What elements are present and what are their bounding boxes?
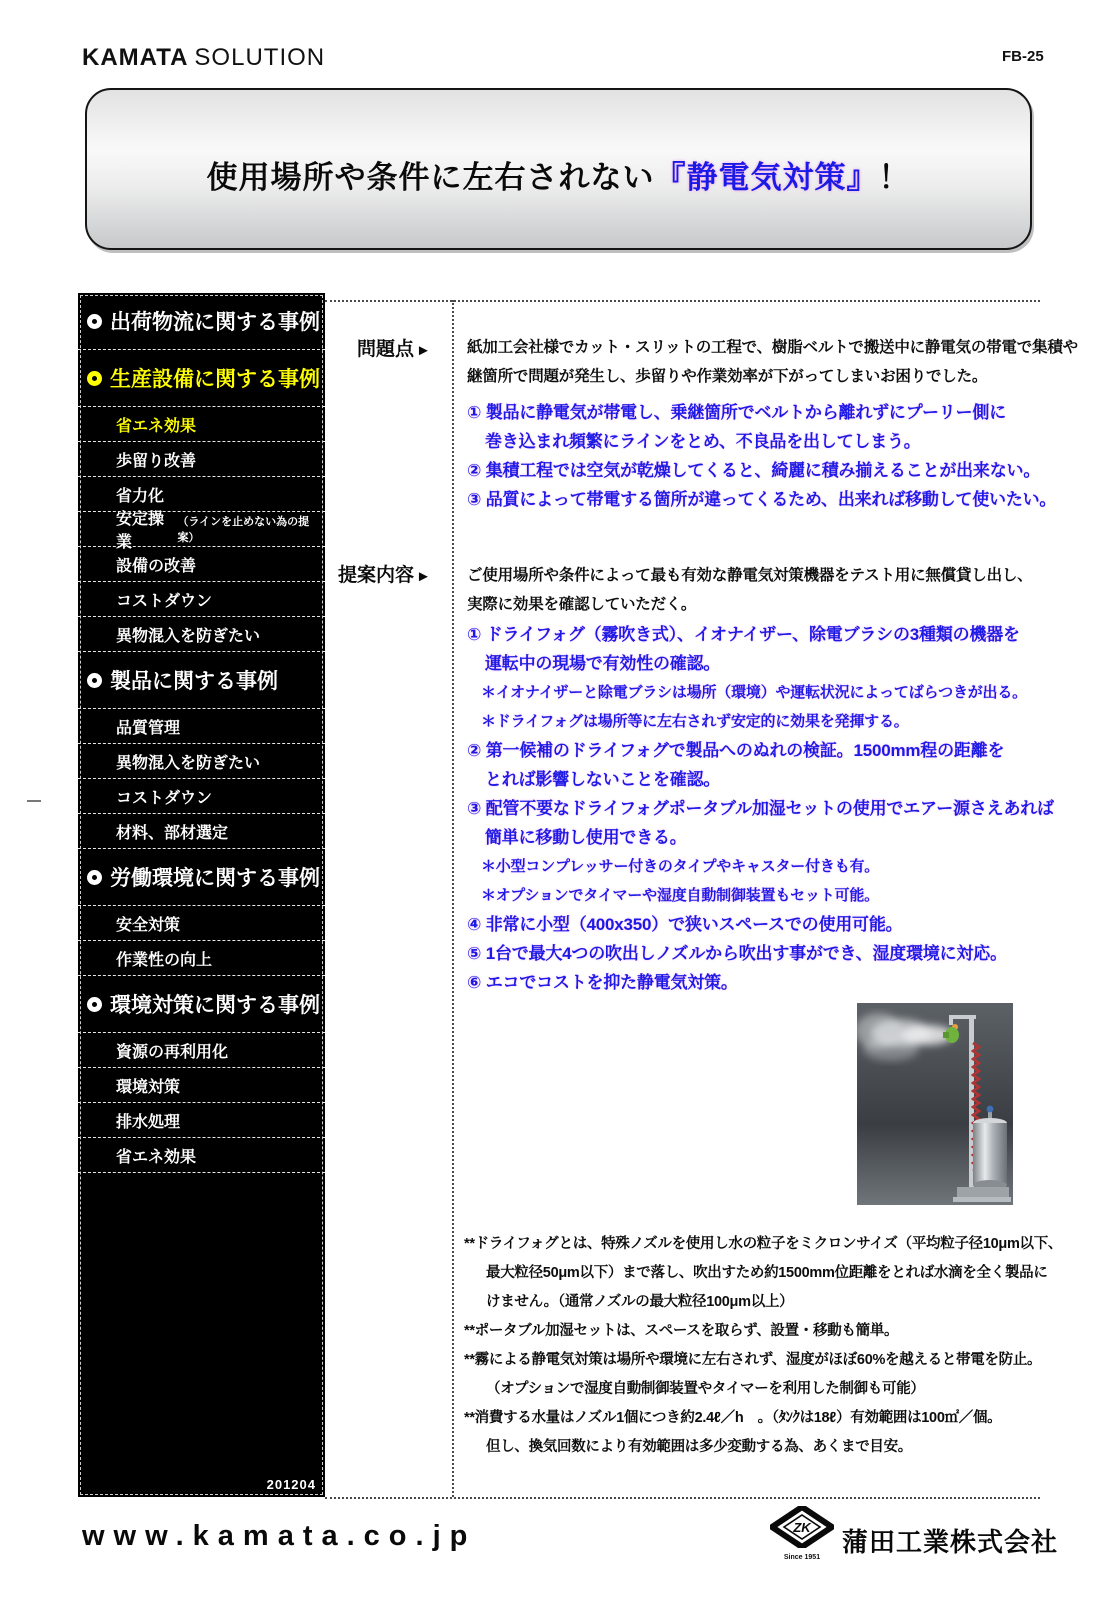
title-highlight: 『静電気対策』: [654, 160, 879, 195]
proposal-point: ③ 配管不要なドライフォグポータブル加湿セットの使用でエアー源さえあれば: [467, 799, 1054, 818]
sidebar-item-safety[interactable]: [78, 906, 325, 941]
footnote-line: **消費する水量はノズル1個につき約2.4ℓ／h 。（ﾀﾝｸは18ℓ）有効範囲は100㎡／個。: [464, 1410, 1002, 1426]
footnote-line: **ポータブル加湿セットは、スペースを取らず、設置・移動も簡単。: [464, 1323, 899, 1339]
product-photo: [857, 1003, 1013, 1205]
sidebar-nav: [78, 293, 325, 1497]
proposal-note: ＊小型コンプレッサー付きのタイプやキャスター付きも有。: [481, 858, 880, 875]
website-url[interactable]: www.kamata.co.jp: [82, 1520, 477, 1552]
circle-icon: [87, 673, 102, 688]
brand-rest: SOLUTION: [194, 44, 326, 71]
proposal-point: ⑤ 1台で最大4つの吹出しノズルから吹出す事ができ、湿度環境に対応。: [467, 944, 1007, 963]
logo-caption: Since 1951: [783, 1554, 821, 1561]
sidebar-item-label: 省エネ効果: [116, 1148, 197, 1166]
sidebar-item-label: 省エネ効果: [116, 417, 197, 435]
sidebar-item-yield-improvement[interactable]: [78, 442, 325, 477]
content-border-bottom: [325, 1497, 1040, 1499]
sidebar-item-note: （ラインを止めない為の提案）: [177, 516, 310, 544]
sidebar-item-cost-down-2[interactable]: [78, 779, 325, 814]
proposal-intro-line: 実際に効果を確認していただく。: [467, 596, 697, 613]
sidebar-item-label: 安定操業: [116, 511, 165, 551]
sidebar-item-label: 作業性の向上: [116, 951, 213, 969]
document-code: FB-25: [1002, 48, 1044, 65]
proposal-point: ⑥ エコでコストを抑た静電気対策。: [467, 973, 738, 992]
problem-label: [357, 334, 431, 361]
svg-text:ZK: ZK: [793, 1520, 811, 1535]
sidebar-section-label: 環境対策に関する事例: [110, 994, 320, 1017]
sidebar-item-label: 材料、部材選定: [116, 824, 229, 842]
proposal-points: [467, 620, 1054, 997]
sidebar-section-label: 労働環境に関する事例: [110, 867, 320, 890]
problem-point: ② 集積工程では空気が乾燥してくると、綺麗に積み揃えることが出来ない。: [467, 461, 1041, 480]
page-title: [87, 152, 1030, 197]
problem-intro-line: 紙加工会社様でカット・スリットの工程で、樹脂ベルトで搬送中に静電気の帯電で集積や: [467, 339, 1078, 356]
sidebar-item-resource-reuse[interactable]: [78, 1033, 325, 1068]
problem-intro-line: 継箇所で問題が発生し、歩留りや作業効率が下がってしまいお困りでした。: [467, 368, 988, 385]
dry-fog-unit-illustration: [857, 1003, 1013, 1205]
problem-label-text: 問題点: [357, 339, 415, 360]
footnote-line: 但し、換気回数により有効範囲は多少変動する為、あくまで目安。: [486, 1439, 912, 1455]
arrow-right-icon: ►: [416, 342, 431, 359]
footnote-line: **霧による静電気対策は場所や環境に左右されず、湿度がほぼ60%を越えると帯電を防止。: [464, 1352, 1042, 1368]
brand-bold: KAMATA: [82, 44, 189, 71]
sidebar-item-label: 環境対策: [116, 1078, 181, 1096]
proposal-label: [338, 560, 431, 587]
proposal-intro-line: ご使用場所や条件によって最も有効な静電気対策機器をテスト用に無償貸し出し、: [467, 567, 1033, 584]
brand-logo: [82, 44, 325, 72]
sidebar-section-shipping[interactable]: [78, 293, 325, 350]
sidebar-item-equipment-improvement[interactable]: [78, 547, 325, 582]
footnote-line: **ドライフォグとは、特殊ノズルを使用し水の粒子をミクロンサイズ（平均粒子径10μm以下、: [464, 1236, 1063, 1252]
sidebar-item-workability[interactable]: [78, 941, 325, 976]
sidebar-section-environment[interactable]: [78, 976, 325, 1033]
problem-points: [467, 398, 1056, 514]
proposal-note: ＊ドライフォグは場所等に左右されず安定的に効果を発揮する。: [481, 713, 909, 730]
proposal-note: ＊オプションでタイマーや湿度自動制御装置もセット可能。: [481, 887, 879, 904]
sidebar-item-label: 設備の改善: [116, 557, 197, 575]
sidebar-item-material-selection[interactable]: [78, 814, 325, 849]
sidebar-section-label: 出荷物流に関する事例: [110, 311, 320, 334]
sidebar-section-products[interactable]: [78, 652, 325, 709]
problem-intro: [467, 333, 1078, 391]
proposal-point-continuation: とれば影響しないことを確認。: [485, 770, 721, 789]
content-border-top: [325, 300, 1040, 302]
sidebar-section-label: 生産設備に関する事例: [110, 368, 320, 391]
sidebar-item-label: 排水処理: [116, 1113, 181, 1131]
proposal-label-text: 提案内容: [338, 565, 415, 586]
company-logo: [768, 1506, 836, 1561]
circle-icon: [87, 997, 102, 1012]
sidebar-item-cost-down[interactable]: [78, 582, 325, 617]
sidebar-section-label: 製品に関する事例: [110, 670, 278, 693]
sidebar-item-label: 歩留り改善: [116, 452, 197, 470]
footnote-line: 最大粒径50μm以下）まで落し、吹出すため約1500mm位距離をとれば水滴を全く製品に: [486, 1265, 1048, 1281]
sidebar-item-label: 異物混入を防ぎたい: [116, 754, 261, 772]
sidebar-item-quality-control[interactable]: [78, 709, 325, 744]
sidebar-section-work-environment[interactable]: [78, 849, 325, 906]
problem-point: ③ 品質によって帯電する箇所が違ってくるため、出来れば移動して使いたい。: [467, 490, 1057, 509]
sidebar-item-drainage-treatment[interactable]: [78, 1103, 325, 1138]
proposal-point: ① ドライフォグ（霧吹き式）、イオナイザー、除電ブラシの3種類の機器を: [467, 625, 1020, 644]
version-number: 201204: [266, 1477, 316, 1492]
proposal-point: ② 第一候補のドライフォグで製品へのぬれの検証。1500mm程の距離を: [467, 741, 1005, 760]
company-name: 蒲田工業株式会社: [842, 1527, 1059, 1557]
stand-base: [953, 1187, 1011, 1202]
title-prefix: 使用場所や条件に左右されない: [206, 160, 655, 195]
footnote-line: （オプションで湿度自動制御装置やタイマーを利用した制御も可能）: [486, 1381, 925, 1397]
fold-mark: [27, 800, 41, 802]
content-divider: [452, 300, 454, 1497]
proposal-point: ④ 非常に小型（400x350）で狭いスペースでの使用可能。: [467, 915, 903, 934]
proposal-point-continuation: 運転中の現場で有効性の確認。: [485, 654, 721, 673]
title-suffix: ！: [878, 160, 911, 195]
sidebar-item-label: コストダウン: [116, 592, 213, 610]
sidebar-item-energy-saving-active[interactable]: [78, 407, 325, 442]
footnotes: [464, 1230, 1062, 1462]
title-banner: [85, 88, 1032, 250]
problem-point: ① 製品に静電気が帯電し、乗継箇所でベルトから離れずにプーリー側に: [467, 403, 1007, 422]
circle-icon: [87, 371, 102, 386]
sidebar-item-contamination-prevention[interactable]: [78, 617, 325, 652]
sidebar-item-label: コストダウン: [116, 789, 213, 807]
sidebar-item-environmental-measures[interactable]: [78, 1068, 325, 1103]
sidebar-item-label: 省力化: [116, 487, 165, 505]
circle-icon: [87, 870, 102, 885]
sidebar-section-production-active[interactable]: [78, 350, 325, 407]
sidebar-item-label: 資源の再利用化: [116, 1043, 229, 1061]
sidebar-item-label: 品質管理: [116, 719, 181, 737]
sidebar-item-energy-saving-2[interactable]: [78, 1138, 325, 1173]
sidebar-item-contamination-prevention-2[interactable]: [78, 744, 325, 779]
proposal-note: ＊イオナイザーと除電ブラシは場所（環境）や運転状況によってばらつきが出る。: [481, 684, 1027, 701]
sidebar-item-label: 安全対策: [116, 916, 181, 934]
proposal-intro: [467, 561, 1032, 619]
sidebar-item-stable-operation[interactable]: [78, 511, 325, 551]
arrow-right-icon: ►: [416, 568, 431, 585]
sidebar-item-label: 異物混入を防ぎたい: [116, 627, 261, 645]
footnote-line: けません。（通常ノズルの最大粒径100μm以上）: [486, 1294, 794, 1310]
circle-icon: [87, 314, 102, 329]
zk-diamond-logo-icon: [770, 1506, 834, 1548]
problem-point-continuation: 巻き込まれ頻繁にラインをとめ、不良品を出してしまう。: [485, 432, 921, 451]
proposal-point-continuation: 簡単に移動し使用できる。: [485, 828, 687, 847]
